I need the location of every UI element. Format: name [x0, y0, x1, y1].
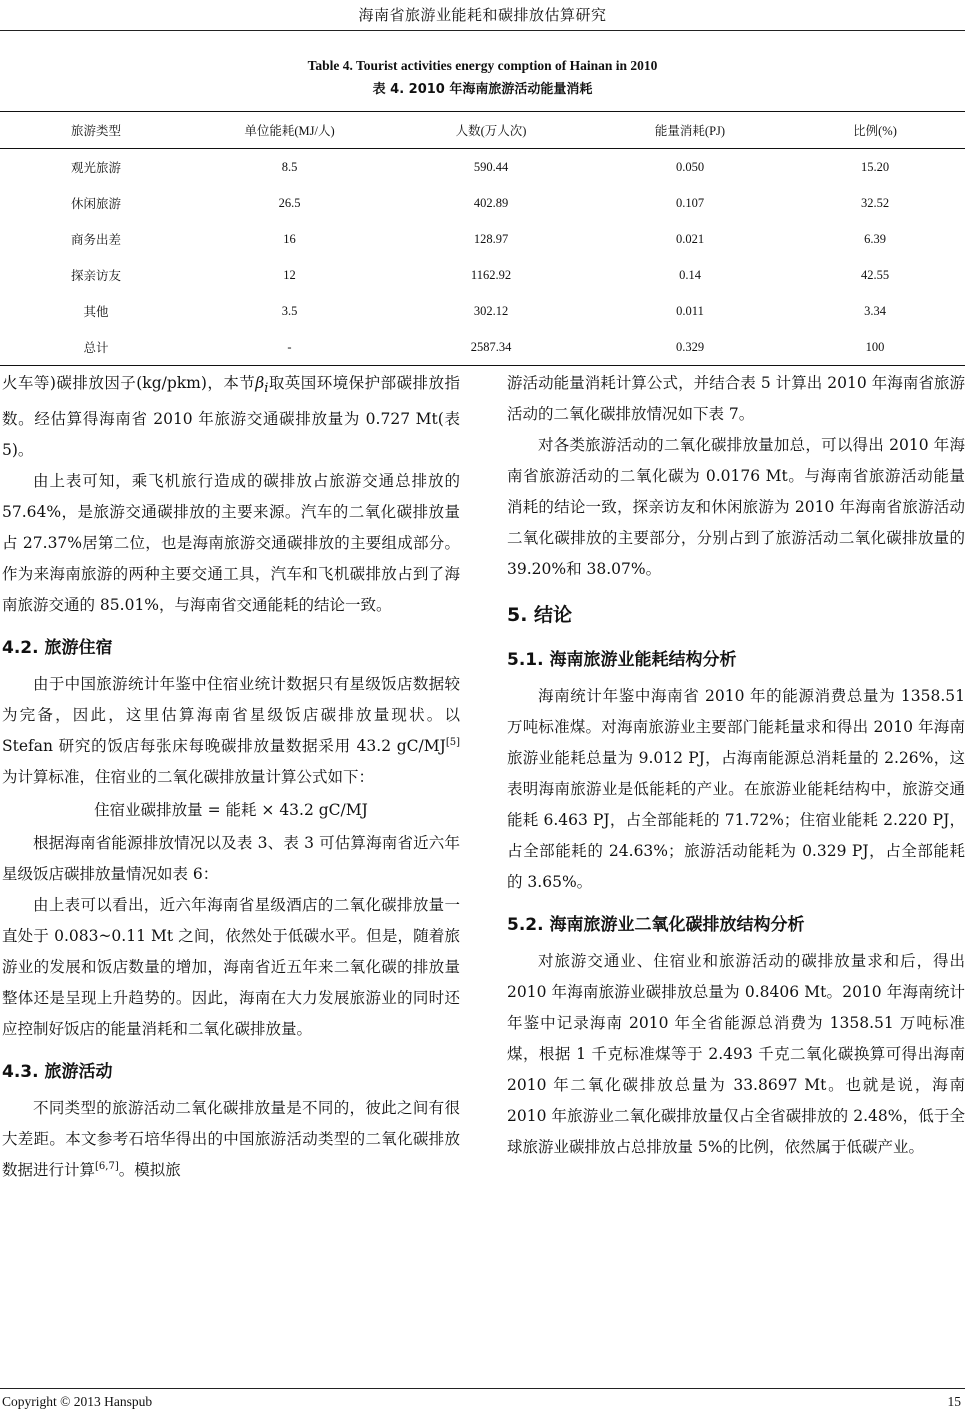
table-cell: 3.5: [281, 303, 298, 318]
table-cell: 总计: [0, 329, 192, 366]
text-run: 为计算标准，住宿业的二氧化碳排放量计算公式如下：: [2, 768, 375, 787]
table-cell: 0.050: [675, 159, 705, 174]
table-row: [0, 221, 965, 257]
table-cell: 0.107: [675, 195, 705, 210]
beta-symbol: β: [255, 374, 265, 392]
table-cell: 其他: [83, 305, 109, 319]
table-cell: 402.89: [473, 195, 509, 210]
header-rule: [0, 30, 965, 31]
text-run: 。模拟旅: [118, 1161, 181, 1180]
table-cell: 2587.34: [387, 329, 595, 366]
table-cell: 0.329: [595, 329, 785, 366]
paragraph: [2, 669, 460, 793]
table-cell: 0.011: [676, 303, 704, 318]
table-cell: 100: [785, 329, 965, 366]
beta-subscript: i: [264, 381, 269, 397]
table-cell: 观光旅游: [70, 161, 121, 175]
table-row: [0, 257, 965, 293]
table-cell: 26.5: [278, 195, 301, 210]
table-4: [0, 111, 965, 366]
right-column: [507, 368, 965, 1163]
text-run: 火车等)碳排放因子(kg/pkm)，本节: [2, 374, 256, 392]
page-number: 15: [947, 1394, 961, 1409]
table-cell: 0.14: [679, 267, 701, 282]
table-cell: 探亲访友: [70, 269, 121, 283]
table-cell: 15.20: [860, 159, 890, 174]
formula: 住宿业碳排放量 = 能耗 × 43.2 gC/MJ: [94, 801, 368, 820]
table-cell: 0.021: [675, 231, 705, 246]
col-header: 人数(万人次): [387, 112, 595, 149]
text-run: 不同类型的旅游活动二氧化碳排放量是不同的，彼此之间有很大差距。本文参考石培华得出的中国旅游活动类型的二氧化碳排放数据进行计算: [2, 1099, 460, 1180]
section-heading-5-1: 5.1. 海南旅游业能耗结构分析: [507, 650, 737, 670]
table-cell: -: [192, 329, 387, 366]
table-header-row: [0, 112, 965, 149]
table-row: [0, 185, 965, 221]
paragraph: [2, 368, 460, 466]
table-cell: 休闲旅游: [70, 197, 121, 211]
table-caption-zh: 表 4. 2010 年海南旅游活动能量消耗: [372, 82, 593, 97]
table-row: [0, 149, 965, 186]
table-cell: 32.52: [860, 195, 890, 210]
citation-ref[interactable]: [5]: [445, 736, 460, 748]
section-heading-5-2: 5.2. 海南旅游业二氧化碳排放结构分析: [507, 915, 805, 935]
table-row: [0, 293, 965, 329]
table-caption-en: Table 4. Tourist activities energy comption of Hainan in 2010: [307, 58, 658, 73]
table-cell: 1162.92: [470, 267, 512, 282]
table-cell: 128.97: [473, 231, 509, 246]
paragraph: 海南统计年鉴中海南省 2010 年的能源消费总量为 1358.51 万吨标准煤。对海南旅游业主要部门能耗量求和得出 2010 年海南旅游业能耗总量为 9.012 PJ，占海南能源总消耗量的 2.26%，这表明海南旅游业是低能耗的产业。在旅游业能耗结构中，旅游交通能耗 6.463 PJ，占全部能耗的 71.72%；住宿业能耗 2.220 PJ，占全部能耗的 24.63%；旅游活动能耗为 0.329 PJ，占全部能耗的 3.65%。: [507, 687, 965, 891]
table-cell: 12: [283, 267, 296, 282]
table-cell: 302.12: [473, 303, 509, 318]
table-cell: 590.44: [473, 159, 509, 174]
table-cell: 商务出差: [70, 233, 121, 247]
col-header: 单位能耗(MJ/人): [192, 112, 387, 149]
table-cell: 3.34: [864, 303, 886, 318]
section-heading-4-3: 4.3. 旅游活动: [2, 1062, 113, 1083]
paragraph: [2, 1093, 460, 1186]
section-heading-4-2: 4.2. 旅游住宿: [2, 638, 113, 659]
running-header: 海南省旅游业能耗和碳排放估算研究: [358, 6, 607, 24]
section-heading-5: 5. 结论: [507, 604, 573, 626]
table-cell: 6.39: [864, 231, 886, 246]
paragraph: 由上表可以看出，近六年海南省星级酒店的二氧化碳排放量一直处于 0.083~0.11 Mt 之间，依然处于低碳水平。但是，随着旅游业的发展和饭店数量的增加，海南省近五年来二氧化碳的排放量整体还是呈现上升趋势的。因此，海南在大力发展旅游业的同时还应控制好饭店的能量消耗和二氧化碳排放量。: [2, 896, 460, 1039]
text-run: 由于中国旅游统计年鉴中住宿业统计数据只有星级饭店数据较为完备，因此，这里估算海南省星级饭店碳排放量现状。以 Stefan 研究的饭店每张床每晚碳排放量数据采用 43.2 gC/MJ: [2, 675, 460, 756]
paragraph: 由上表可知，乘飞机旅行造成的碳排放占旅游交通总排放的 57.64%，是旅游交通碳排放的主要来源。汽车的二氧化碳排放量占 27.37%居第二位，也是海南旅游交通碳排放的主要组成部分。作为来海南旅游的两种主要交通工具，汽车和飞机碳排放占到了海南旅游交通的 85.01%，与海南省交通能耗的结论一致。: [2, 472, 460, 615]
footer-copyright: Copyright © 2013 Hanspub: [2, 1394, 153, 1409]
table-cell: 42.55: [860, 267, 890, 282]
text-run: 取英国环境保护部碳排放指数。经估算得海南省 2010 年旅游交通碳排放量为 0.727 Mt(表 5)。: [2, 374, 460, 460]
paragraph: 游活动能量消耗计算公式，并结合表 5 计算出 2010 年海南省旅游活动的二氧化碳排放情况如下表 7。: [507, 374, 965, 423]
col-header: 比例(%): [785, 112, 965, 149]
table-cell: 8.5: [281, 159, 298, 174]
table-cell: 16: [283, 231, 296, 246]
left-column: [2, 368, 460, 1186]
paragraph: 根据海南省能源排放情况以及表 3、表 3 可估算海南省近六年星级饭店碳排放量情况如表 6：: [2, 834, 460, 884]
table-row-total: [0, 329, 965, 366]
footer-rule: [0, 1388, 965, 1389]
citation-ref[interactable]: [6,7]: [95, 1160, 119, 1172]
paragraph: 对旅游交通业、住宿业和旅游活动的碳排放量求和后，得出 2010 年海南旅游业碳排放总量为 0.8406 Mt。2010 年海南统计年鉴中记录海南 2010 年全省能源总消费为 1358.51 万吨标准煤，根据 1 千克标准煤等于 2.493 千克二氧化碳换算可得出海南 2010 年二氧化碳排放总量为 33.8697 Mt。也就是说，海南 2010 年旅游业二氧化碳排放量仅占全省碳排放的 2.48%，低于全球旅游业碳排放占总排放量 5%的比例，依然属于低碳产业。: [507, 952, 965, 1156]
paragraph: 对各类旅游活动的二氧化碳排放量加总，可以得出 2010 年海南省旅游活动的二氧化碳为 0.0176 Mt。与海南省旅游活动能量消耗的结论一致，探亲访友和休闲旅游为 2010 年海南省旅游活动二氧化碳排放的主要部分，分别占到了旅游活动二氧化碳排放量的 39.20%和 38.07%。: [507, 436, 965, 578]
col-header: 旅游类型: [0, 112, 192, 149]
col-header: 能量消耗(PJ): [595, 112, 785, 149]
